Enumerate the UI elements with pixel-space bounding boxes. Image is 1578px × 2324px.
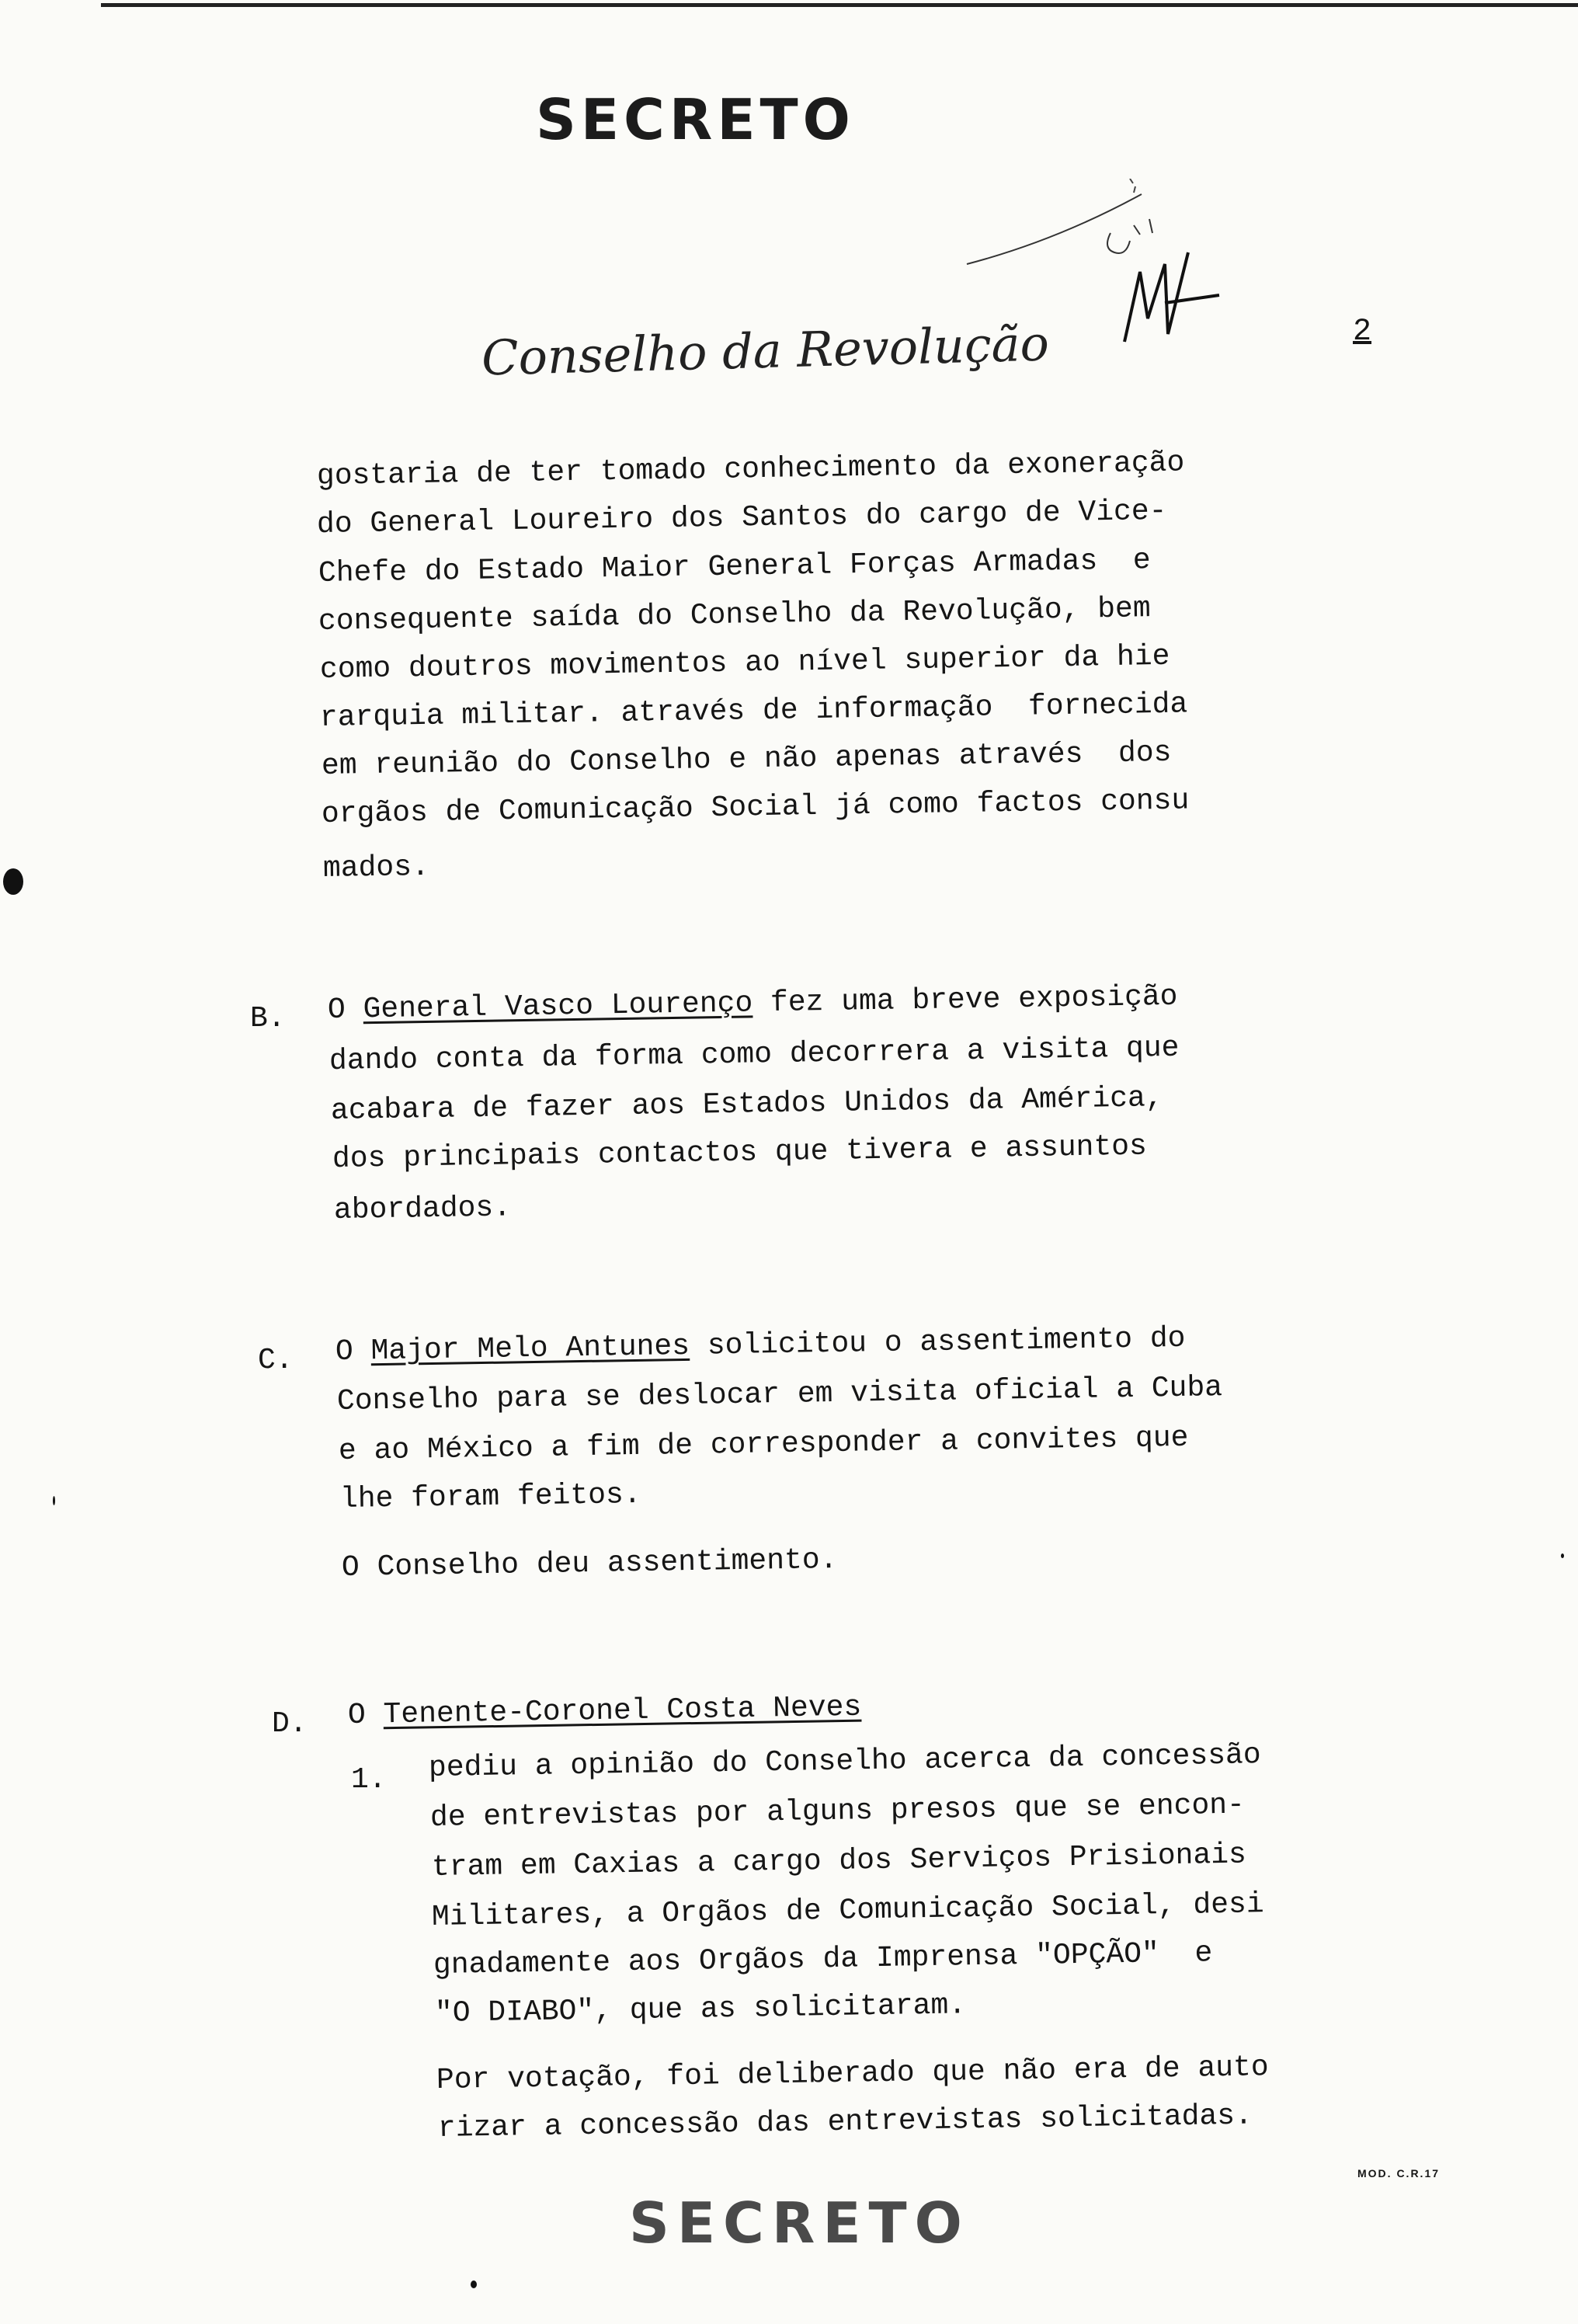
scan-speck [53, 1496, 55, 1505]
item-b-line: abordados. [333, 1191, 512, 1227]
item-b-letter: B. [250, 1002, 286, 1035]
letterhead: Conselho da Revolução [481, 315, 1050, 387]
item-d-name: Tenente-Coronel Costa Neves [383, 1690, 862, 1732]
item-b-line: dos principais contactos que tivera e assuntos [332, 1129, 1148, 1176]
intro-line: Chefe do Estado Maior General Forças Armadas e [318, 544, 1151, 590]
scan-speck [471, 2281, 477, 2288]
item-b-first-line: O General Vasco Lourenço fez uma breve exposição [327, 979, 1178, 1027]
intro-line: orgãos de Comunicação Social já como factos consu [321, 784, 1190, 831]
item-d-decision-line: rizar a concessão das entrevistas solicitadas. [437, 2099, 1253, 2145]
intro-line: como doutros movimentos ao nível superior da hie [319, 639, 1170, 687]
item-d-line: "O DIABO", que as solicitaram. [434, 1988, 967, 2030]
classification-stamp-bottom: SECRETO [629, 2190, 970, 2256]
intro-line: rarquia militar. através de informação fornecida [319, 687, 1188, 735]
intro-line: em reunião do Conselho e não apenas através dos [321, 736, 1172, 783]
item-d-line: pediu a opinião do Conselho acerca da concessão [428, 1738, 1261, 1785]
item-d-first-line: O Tenente-Coronel Costa Neves [347, 1690, 862, 1732]
scan-top-border [101, 3, 1578, 7]
item-c-decision: O Conselho deu assentimento. [341, 1543, 838, 1585]
item-d-letter: D. [272, 1707, 308, 1741]
item-d-line: de entrevistas por alguns presos que se encon- [429, 1788, 1246, 1835]
item-d-decision-line: Por votação, foi deliberado que não era de auto [436, 2051, 1269, 2097]
form-code: MOD. C.R.17 [1357, 2167, 1441, 2180]
item-d-sub-number: 1. [351, 1763, 387, 1797]
item-c-letter: C. [258, 1344, 294, 1377]
item-c-first-line: O Major Melo Antunes solicitou o assentimento do [335, 1321, 1186, 1369]
item-c-line: lhe foram feitos. [339, 1477, 641, 1516]
page-number: 2 [1353, 315, 1372, 350]
intro-line: gostaria de ter tomado conhecimento da exoneração [316, 446, 1185, 493]
item-c-line: Conselho para se deslocar em visita oficial a Cuba [336, 1371, 1223, 1418]
item-b-line: dando conta da forma como decorrera a visita que [328, 1031, 1180, 1078]
item-c-line: e ao México a fim de corresponder a convites que [338, 1421, 1189, 1468]
intro-line: do General Loureiro dos Santos do cargo de Vice- [316, 494, 1167, 541]
item-d-line: tram em Caxias a cargo dos Serviços Prisionais [431, 1838, 1247, 1884]
classification-stamp-top: SECRETO [536, 87, 855, 152]
intro-line: consequente saída do Conselho da Revolução, bem [318, 592, 1151, 638]
item-d-line: gnadamente aos Orgãos da Imprensa "OPÇÃO" e [433, 1936, 1213, 1982]
item-c-name: Major Melo Antunes [370, 1329, 690, 1369]
item-b-name: General Vasco Lourenço [363, 986, 753, 1027]
item-d-line: Militares, a Orgãos de Comunicação Social, desi [431, 1887, 1264, 1934]
intro-line: mados. [322, 850, 430, 885]
punch-hole-mark [3, 868, 23, 895]
item-b-line: acabara de fazer aos Estados Unidos da América, [330, 1081, 1163, 1128]
scan-speck [1561, 1553, 1564, 1558]
